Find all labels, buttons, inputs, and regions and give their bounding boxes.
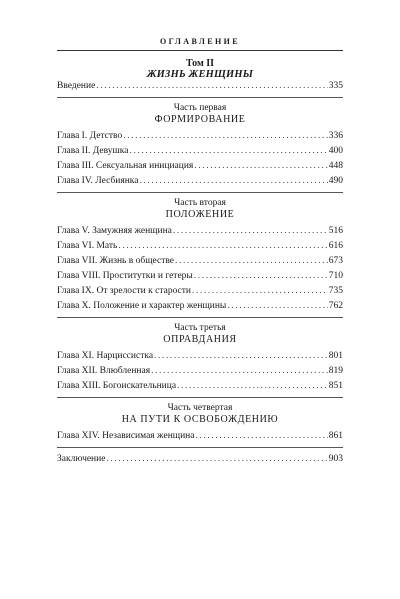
dot-leader: [175, 255, 328, 267]
toc-entry[interactable]: [57, 160, 343, 172]
toc-entry-label: Глава IX. От зрелости к старости: [57, 286, 192, 296]
dot-leader: [177, 380, 328, 392]
dot-leader: [123, 130, 328, 142]
section-rule: [57, 397, 343, 398]
toc-entry-label: Глава XI. Нарциссистка: [57, 351, 154, 361]
toc-entry-intro[interactable]: [57, 80, 343, 92]
dot-leader: [194, 270, 328, 282]
part-kicker: Часть четвертая: [167, 403, 233, 413]
toc-entry-page: 710: [328, 271, 343, 281]
dot-leader: [173, 225, 328, 237]
toc-entry-label: Глава VI. Мать: [57, 241, 118, 251]
part-kicker: Часть первая: [173, 103, 227, 113]
toc-entry[interactable]: [57, 255, 343, 267]
toc-entry-page: 673: [328, 256, 343, 266]
dot-leader: [151, 365, 328, 377]
toc-entry[interactable]: [57, 175, 343, 187]
toc-entry[interactable]: [57, 285, 343, 297]
section-rule: [57, 192, 343, 193]
part-title: ФОРМИРОВАНИЕ: [154, 114, 246, 125]
toc-entry-page: 400: [328, 146, 343, 156]
part-title: НА ПУТИ К ОСВОБОЖДЕНИЮ: [121, 414, 279, 425]
toc-entry-page: 735: [328, 286, 343, 296]
toc-entry[interactable]: [57, 300, 343, 312]
running-head: ОГЛАВЛЕНИЕ: [160, 37, 240, 46]
toc-entry-label: Глава II. Девушка: [57, 146, 129, 156]
dot-leader: [227, 300, 327, 312]
dot-leader: [139, 175, 327, 187]
toc-entry-page: 448: [328, 161, 343, 171]
dot-leader: [154, 350, 328, 362]
dot-leader: [194, 160, 327, 172]
toc-entry[interactable]: [57, 380, 343, 392]
toc-entry-page: 616: [328, 241, 343, 251]
toc-entry-label: Введение: [57, 81, 96, 91]
toc-entry-page: 801: [328, 351, 343, 361]
toc-entry[interactable]: [57, 240, 343, 252]
toc-entry-label: Глава X. Положение и характер женщины: [57, 301, 227, 311]
toc-entry[interactable]: [57, 365, 343, 377]
toc-entry[interactable]: [57, 225, 343, 237]
toc-entry-label: Глава XIV. Независимая женщина: [57, 431, 195, 441]
toc-entry-page: 861: [328, 431, 343, 441]
section-rule: [57, 447, 343, 448]
toc-entry-label: Глава VIII. Проститутки и гетеры: [57, 271, 193, 281]
dot-leader: [130, 145, 328, 157]
toc-entry-page: 336: [328, 131, 343, 141]
toc-entry[interactable]: [57, 145, 343, 157]
part-kicker: Часть третья: [174, 323, 226, 333]
toc-entry-label: Глава III. Сексуальная инициация: [57, 161, 194, 171]
volume-number: Том II: [185, 58, 215, 69]
toc-entry[interactable]: [57, 130, 343, 142]
toc-entry-label: Глава VII. Жизнь в обществе: [57, 256, 174, 266]
dot-leader: [106, 453, 327, 465]
toc-entry-label: Заключение: [57, 454, 106, 464]
toc-entry[interactable]: [57, 350, 343, 362]
toc-entry-label: Глава V. Замужняя женщина: [57, 226, 172, 236]
part-title: ПОЛОЖЕНИЕ: [165, 209, 235, 220]
part-kicker: Часть вторая: [174, 198, 226, 208]
section-rule: [57, 317, 343, 318]
toc-entry-page: 335: [328, 81, 343, 91]
toc-entry-label: Глава IV. Лесбиянка: [57, 176, 139, 186]
dot-leader: [96, 80, 327, 92]
toc-entry-page: 851: [328, 381, 343, 391]
dot-leader: [192, 285, 328, 297]
toc-entry[interactable]: [57, 430, 343, 442]
toc-entry-label: Глава XIII. Богоискательница: [57, 381, 177, 391]
toc-entry[interactable]: [57, 270, 343, 282]
dot-leader: [195, 430, 327, 442]
volume-title: ЖИЗНЬ ЖЕНЩИНЫ: [146, 69, 254, 80]
section-rule: [57, 97, 343, 98]
header-rule: [57, 50, 343, 51]
toc-entry-conclusion[interactable]: [57, 453, 343, 465]
toc-entry-page: 490: [328, 176, 343, 186]
dot-leader: [118, 240, 327, 252]
toc-entry-page: 903: [328, 454, 343, 464]
toc-entry-label: Глава I. Детство: [57, 131, 123, 141]
toc-entry-page: 819: [328, 366, 343, 376]
toc-entry-page: 516: [328, 226, 343, 236]
toc-entry-page: 762: [328, 301, 343, 311]
toc-entry-label: Глава XII. Влюбленная: [57, 366, 151, 376]
part-title: ОПРАВДАНИЯ: [163, 334, 237, 345]
